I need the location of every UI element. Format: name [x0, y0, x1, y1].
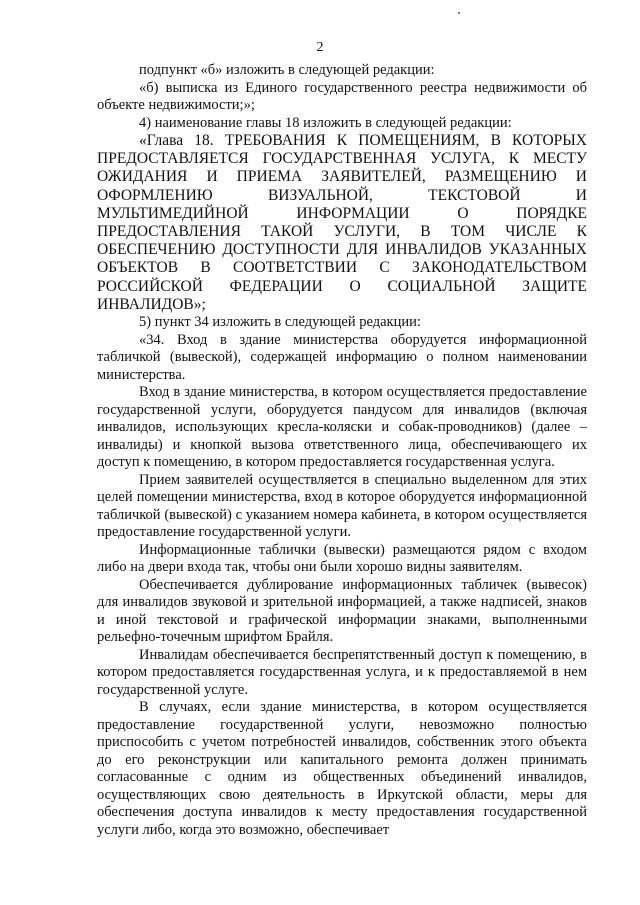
- paragraph-34-braille: Обеспечивается дублирование информационных табличек (вывесок) для инвалидов звуковой и зрительной информацией, а также надписей, знаков и иной текстовой и графической информации знаками, выполненными рельефно-точечным шрифтом Брайля.: [97, 576, 587, 646]
- paragraph-subitem-b-intro: подпункт «б» изложить в следующей редакции:: [139, 62, 435, 78]
- paragraph-34-signs-placement: Информационные таблички (вывески) размещаются рядом с входом либо на двери входа так, чтобы они были хорошо видны заявителям.: [97, 541, 587, 576]
- paragraph-34-entrance-sign: «34. Вход в здание министерства оборудуется информационной табличкой (вывеской), содержащей информацию о полном наименовании министерства.: [97, 331, 587, 383]
- paragraph-34-reception-room: Прием заявителей осуществляется в специально выделенном для этих целей помещении министерства, вход в которое оборудуется информационной табличкой (вывеской) с указанием номера кабинета, в котором осуществляется предоставление государственной услуги.: [97, 471, 587, 541]
- paragraph-item-4: 4) наименование главы 18 изложить в следующей редакции:: [139, 114, 512, 131]
- chapter-18-heading: «Глава 18. ТРЕБОВАНИЯ К ПОМЕЩЕНИЯМ, В КОТОРЫХ ПРЕДОСТАВЛЯЕТСЯ ГОСУДАРСТВЕННАЯ УСЛУГА, К МЕСТУ ОЖИДАНИЯ И ПРИЕМА ЗАЯВИТЕЛЕЙ, РАЗМЕЩЕНИЮ И ОФОРМЛЕНИЮ ВИЗУАЛЬНОЙ, ТЕКСТОВОЙ И МУЛЬТИМЕДИЙНОЙ ИНФОРМАЦИИ О ПОРЯДКЕ ПРЕДОСТАВЛЕНИЯ ТАКОЙ УСЛУГИ, В ТОМ ЧИСЛЕ К ОБЕСПЕЧЕНИЮ ДОСТУПНОСТИ ДЛЯ ИНВАЛИДОВ УКАЗАННЫХ ОБЪЕКТОВ В СООТВЕТСТВИИ С ЗАКОНОДАТЕЛЬСТВОМ РОССИЙСКОЙ ФЕДЕРАЦИИ О СОЦИАЛЬНОЙ ЗАЩИТЕ ИНВАЛИДОВ»;: [97, 132, 587, 313]
- paragraph-subitem-b-text: «б) выписка из Единого государственного реестра недвижимости об объекте недвижимости;»;: [97, 79, 587, 113]
- document-body: [97, 62, 587, 839]
- paragraph-item-5: 5) пункт 34 изложить в следующей редакции:: [139, 314, 421, 331]
- paragraph-34-adaptation: В случаях, если здание министерства, в котором осуществляется предоставление государственной услуги, невозможно полностью приспособить с учетом потребностей инвалидов, собственник этого объекта до его реконструкции или капитального ремонта должен принимать согласованные с одним из общественных объединений инвалидов, осуществляющих свою деятельность в Иркутской области, меры для обеспечения доступа инвалидов к месту предоставления государственной услуги либо, когда это возможно, обеспечивает: [97, 699, 587, 838]
- paragraph-34-access: Инвалидам обеспечивается беспрепятственный доступ к помещению, в котором предоставляется государственная услуга, и к предоставляемой в нем государственной услуге.: [97, 646, 587, 698]
- scan-speck: [458, 12, 460, 14]
- paragraph-34-ramp: Вход в здание министерства, в котором осуществляется предоставление государственной услуги, оборудуется пандусом для инвалидов (включая инвалидов, использующих кресла-коляски и собак-проводников) (далее – инвалиды) и кнопкой вызова ответственного лица, обеспечивающего их доступ к помещению, в котором предоставляется государственная услуга.: [97, 384, 587, 471]
- page-number: 2: [316, 40, 324, 55]
